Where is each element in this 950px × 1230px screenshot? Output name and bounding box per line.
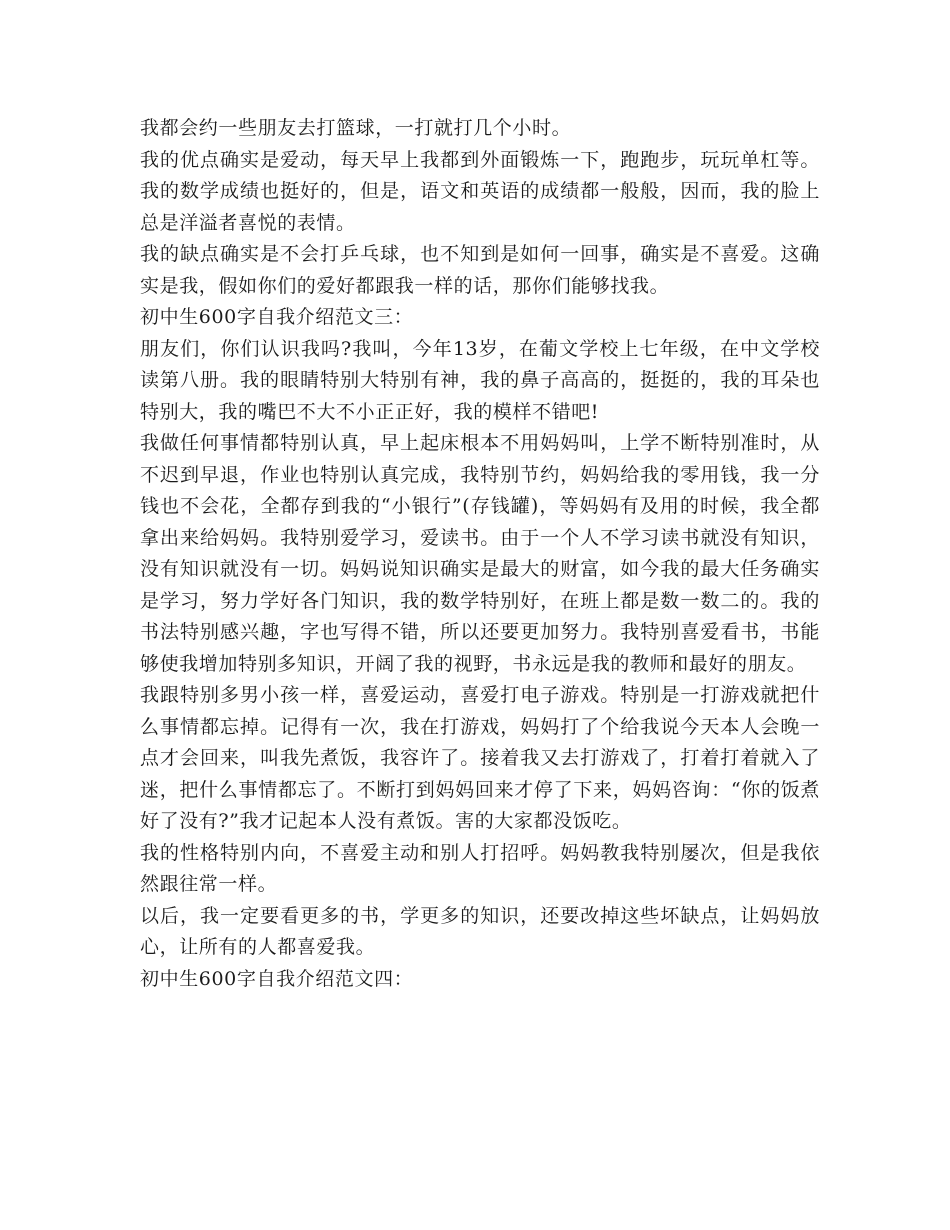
paragraph-personality: 我的性格特别内向，不喜爱主动和别人打招呼。妈妈教我特别屡次，但是我依然跟往常一样。 [140, 841, 820, 895]
heading-sample-four: 初中生600字自我介绍范文四： [140, 967, 414, 990]
paragraph-strengths: 我的优点确实是爱动，每天早上我都到外面锻炼一下，跑跑步，玩玩单杠等。我的数学成绩也挺好的，但是，语文和英语的成绩都一般般，因而，我的脸上总是洋溢者喜悦的表情。 [140, 148, 820, 234]
paragraph-future: 以后，我一定要看更多的书，学更多的知识，还要改掉这些坏缺点，让妈妈放心，让所有的人都喜爱我。 [140, 904, 820, 958]
paragraph-basketball: 我都会约一些朋友去打篮球，一打就打几个小时。 [140, 117, 572, 139]
document-body [140, 113, 820, 995]
paragraph-games: 我跟特别多男小孩一样，喜爱运动，喜爱打电子游戏。特别是一打游戏就把什么事情都忘掉。记得有一次，我在打游戏，妈妈打了个给我说今天本人会晚一点才会回来，叫我先煮饭，我容许了。接着我又去打游戏了，打着打着就入了迷，把什么事情都忘了。不断打到妈妈回来才停了下来，妈妈咨询：“你的饭煮好了没有?”我才记起本人没有煮饭。害的大家都没饭吃。 [140, 684, 820, 832]
paragraph-habits: 我做任何事情都特别认真，早上起床根本不用妈妈叫，上学不断特别准时，从不迟到早退，作业也特别认真完成，我特别节约，妈妈给我的零用钱，我一分钱也不会花，全都存到我的“小银行”(存钱罐)，等妈妈有及用的时候，我全都拿出来给妈妈。我特别爱学习，爱读书。由于一个人不学习读书就没有知识，没有知识就没有一切。妈妈说知识确实是最大的财富，如今我的最大任务确实是学习，努力学好各门知识，我的数学特别好，在班上都是数一数二的。我的书法特别感兴趣，字也写得不错，所以还要更加努力。我特别喜爱看书，书能够使我增加特别多知识，开阔了我的视野，书永远是我的教师和最好的朋友。 [140, 432, 820, 675]
heading-sample-three: 初中生600字自我介绍范文三： [140, 306, 414, 328]
paragraph-introduction: 朋友们，你们认识我吗?我叫，今年13岁，在葡文学校上七年级，在中文学校读第八册。我的眼睛特别大特别有神，我的鼻子高高的，挺挺的，我的耳朵也特别大，我的嘴巴不大不小正正好，我的模样不错吧! [140, 337, 820, 423]
paragraph-weaknesses: 我的缺点确实是不会打乒乓球，也不知到是如何一回事，确实是不喜爱。这确实是我，假如你们的爱好都跟我一样的话，那你们能够找我。 [140, 243, 820, 297]
